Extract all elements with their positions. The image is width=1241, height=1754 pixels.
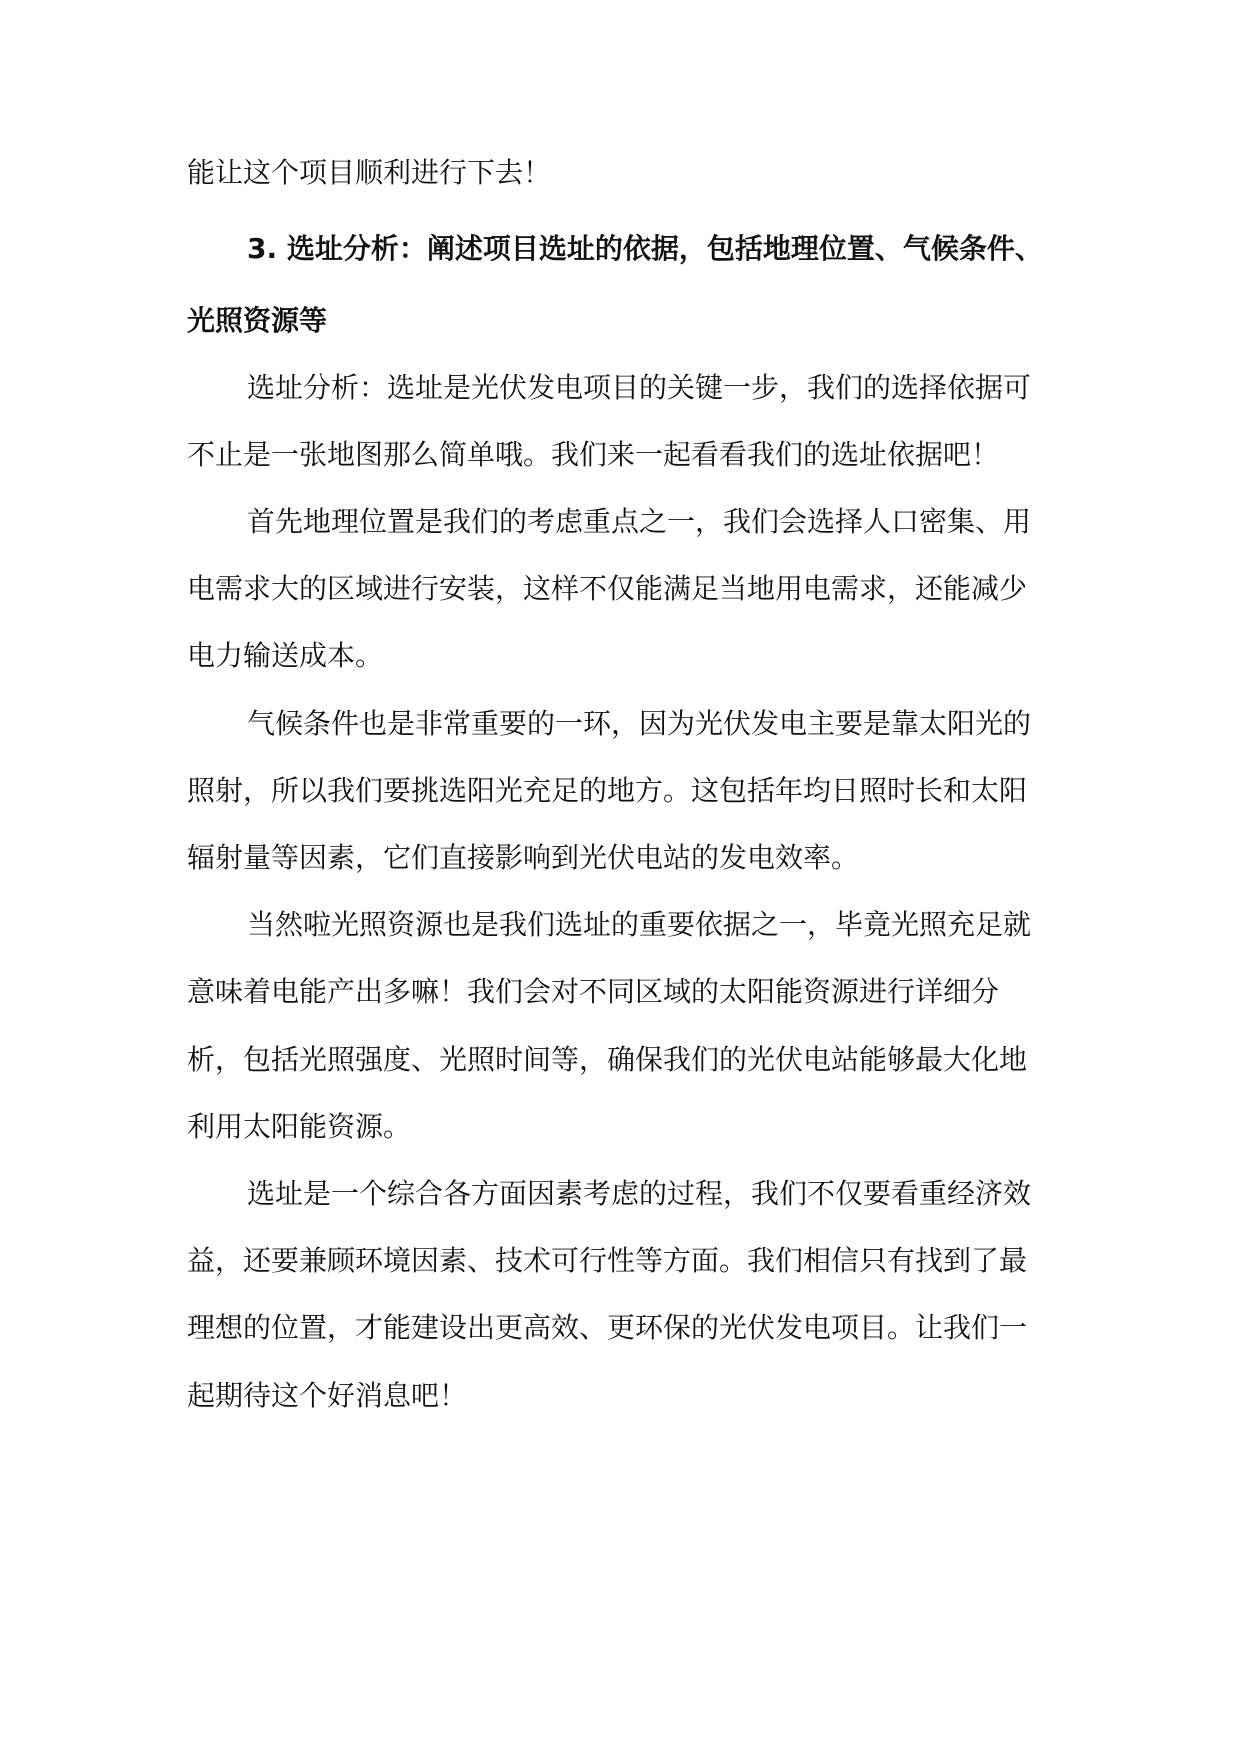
paragraph-line: 电力输送成本。 xyxy=(187,639,384,672)
section-heading-line: 3. 选址分析：阐述项目选址的依据，包括地理位置、气候条件、 xyxy=(247,232,1043,265)
paragraph-line: 首先地理位置是我们的考虑重点之一，我们会选择人口密集、用 xyxy=(247,505,1032,538)
paragraph-line: 照射，所以我们要挑选阳光充足的地方。这包括年均日照时长和太阳 xyxy=(187,774,1028,807)
paragraph-line: 益，还要兼顾环境因素、技术可行性等方面。我们相信只有找到了最 xyxy=(187,1244,1028,1277)
paragraph-line: 意味着电能产出多嘛！我们会对不同区域的太阳能资源进行详细分 xyxy=(187,975,1000,1008)
paragraph-line: 气候条件也是非常重要的一环，因为光伏发电主要是靠太阳光的 xyxy=(247,707,1032,740)
paragraph-line: 辐射量等因素，它们直接影响到光伏电站的发电效率。 xyxy=(187,841,860,874)
paragraph-line: 起期待这个好消息吧！ xyxy=(187,1379,468,1412)
paragraph-line: 利用太阳能资源。 xyxy=(187,1110,412,1143)
paragraph-line: 析，包括光照强度、光照时间等，确保我们的光伏电站能够最大化地 xyxy=(187,1043,1028,1076)
paragraph-line: 选址是一个综合各方面因素考虑的过程，我们不仅要看重经济效 xyxy=(247,1177,1032,1210)
paragraph-line: 电需求大的区域进行安装，这样不仅能满足当地用电需求，还能减少 xyxy=(187,572,1028,605)
paragraph-line: 选址分析：选址是光伏发电项目的关键一步，我们的选择依据可 xyxy=(247,371,1032,404)
paragraph-line: 理想的位置，才能建设出更高效、更环保的光伏发电项目。让我们一 xyxy=(187,1311,1028,1344)
paragraph-line: 能让这个项目顺利进行下去！ xyxy=(187,156,552,189)
paragraph-line: 当然啦光照资源也是我们选址的重要依据之一，毕竟光照充足就 xyxy=(247,908,1032,941)
section-heading-line: 光照资源等 xyxy=(187,304,328,337)
paragraph-line: 不止是一张地图那么简单哦。我们来一起看看我们的选址依据吧！ xyxy=(187,438,1000,471)
